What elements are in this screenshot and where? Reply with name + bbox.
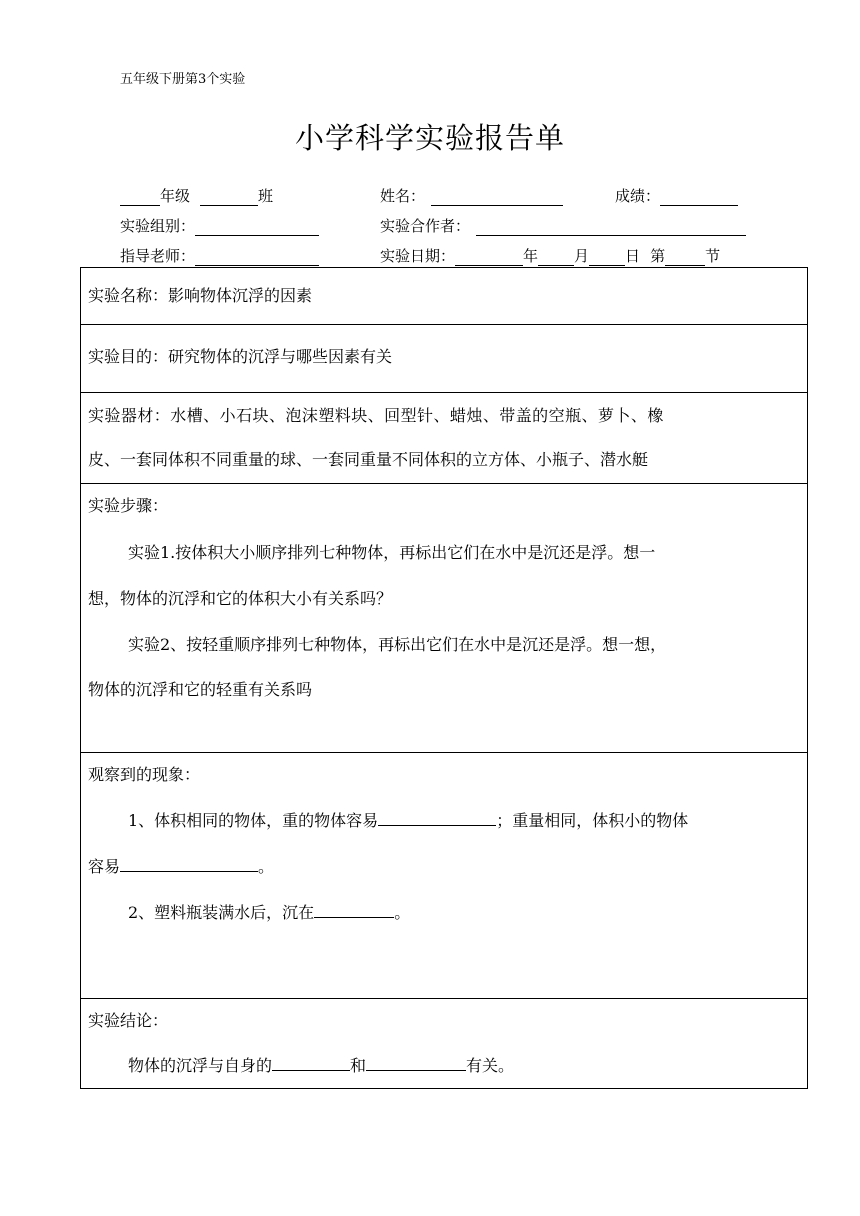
experiment-materials-line2: 皮、一套同体积不同重量的球、一套同重量不同体积的立方体、小瓶子、潜水艇 bbox=[88, 450, 649, 469]
conclusion-text-a: 物体的沉浮与自身的 bbox=[128, 1056, 273, 1075]
class-blank[interactable] bbox=[200, 188, 258, 206]
group-label: 实验组别： bbox=[120, 217, 196, 235]
conclusion-row bbox=[81, 999, 807, 1088]
teacher-field bbox=[120, 244, 319, 266]
period-label: 节 bbox=[705, 247, 721, 265]
partner-blank[interactable] bbox=[476, 218, 746, 236]
observation-heading: 观察到的现象： bbox=[88, 765, 201, 784]
partner-label: 实验合作者： bbox=[380, 217, 471, 235]
observation-line-2 bbox=[88, 856, 800, 878]
observation-2-blank[interactable] bbox=[314, 903, 394, 918]
observation-1-blank-a[interactable] bbox=[378, 811, 496, 826]
year-blank[interactable] bbox=[455, 248, 523, 266]
group-field bbox=[120, 214, 319, 236]
month-label: 月 bbox=[574, 247, 590, 265]
date-label: 实验日期： bbox=[380, 247, 456, 265]
day-blank[interactable] bbox=[589, 248, 625, 266]
observation-1-end: 。 bbox=[258, 857, 275, 876]
experiment-materials-heading: 实验器材： bbox=[88, 406, 171, 425]
name-field bbox=[380, 184, 563, 206]
score-blank[interactable] bbox=[660, 188, 738, 206]
period-blank[interactable] bbox=[665, 248, 705, 266]
experiment-steps-heading: 实验步骤： bbox=[88, 496, 169, 515]
experiment-purpose-value: 研究物体的沉浮与哪些因素有关 bbox=[168, 347, 393, 366]
conclusion-blank-b[interactable] bbox=[366, 1056, 466, 1071]
score-field bbox=[615, 184, 738, 206]
observation-1-text-b: ；重量相同，体积小的物体 bbox=[496, 811, 689, 830]
date-field bbox=[380, 244, 720, 266]
score-label: 成绩： bbox=[615, 187, 661, 205]
grade-class-field bbox=[120, 184, 273, 206]
observation-1-text-c: 容易 bbox=[88, 857, 121, 876]
day-label: 日 bbox=[625, 247, 641, 265]
observation-1-blank-b[interactable] bbox=[120, 857, 258, 872]
experiment-materials-row bbox=[81, 393, 807, 484]
experiment-name-value: 影响物体沉浮的因素 bbox=[168, 286, 313, 305]
step-line-4: 物体的沉浮和它的轻重有关系吗 bbox=[88, 680, 313, 699]
observation-2-text: 2、塑料瓶装满水后，沉在 bbox=[128, 903, 315, 922]
conclusion-line bbox=[128, 1055, 800, 1077]
observation-2-end: 。 bbox=[394, 903, 411, 922]
partner-field bbox=[380, 214, 746, 236]
experiment-materials-line1: 水槽、小石块、泡沫塑料块、回型针、蜡烛、带盖的空瓶、萝卜、橡 bbox=[170, 406, 664, 425]
teacher-label: 指导老师： bbox=[120, 247, 196, 265]
conclusion-text-b: 和 bbox=[350, 1056, 367, 1075]
document-subtitle: 五年级下册第3个实验 bbox=[120, 72, 246, 87]
month-blank[interactable] bbox=[538, 248, 574, 266]
period-prefix: 第 bbox=[650, 247, 666, 265]
grade-blank[interactable] bbox=[120, 188, 160, 206]
observation-line-3 bbox=[128, 902, 800, 924]
observation-line-1 bbox=[128, 810, 800, 832]
experiment-steps-row bbox=[81, 484, 807, 753]
experiment-purpose-heading: 实验目的： bbox=[88, 347, 169, 366]
report-table bbox=[80, 267, 808, 1089]
step-line-2: 想，物体的沉浮和它的体积大小有关系吗？ bbox=[88, 589, 393, 608]
observation-1-text: 1、体积相同的物体，重的物体容易 bbox=[128, 811, 379, 830]
year-label: 年 bbox=[523, 247, 539, 265]
class-label: 班 bbox=[258, 187, 274, 205]
experiment-name-heading: 实验名称： bbox=[88, 286, 169, 305]
group-blank[interactable] bbox=[195, 218, 319, 236]
name-blank[interactable] bbox=[431, 188, 563, 206]
conclusion-blank-a[interactable] bbox=[272, 1056, 350, 1071]
name-label: 姓名： bbox=[380, 187, 426, 205]
experiment-purpose-row bbox=[81, 325, 807, 393]
step-line-1: 实验1.按体积大小顺序排列七种物体，再标出它们在水中是沉还是浮。想一 bbox=[128, 543, 656, 562]
document-title: 小学科学实验报告单 bbox=[294, 121, 565, 155]
conclusion-heading: 实验结论： bbox=[88, 1011, 169, 1030]
observation-row bbox=[81, 753, 807, 999]
teacher-blank[interactable] bbox=[195, 248, 319, 266]
conclusion-text-c: 有关。 bbox=[466, 1056, 515, 1075]
step-line-3: 实验2、按轻重顺序排列七种物体，再标出它们在水中是沉还是浮。想一想， bbox=[128, 635, 667, 654]
grade-label: 年级 bbox=[160, 187, 191, 205]
experiment-name-row bbox=[81, 268, 807, 325]
